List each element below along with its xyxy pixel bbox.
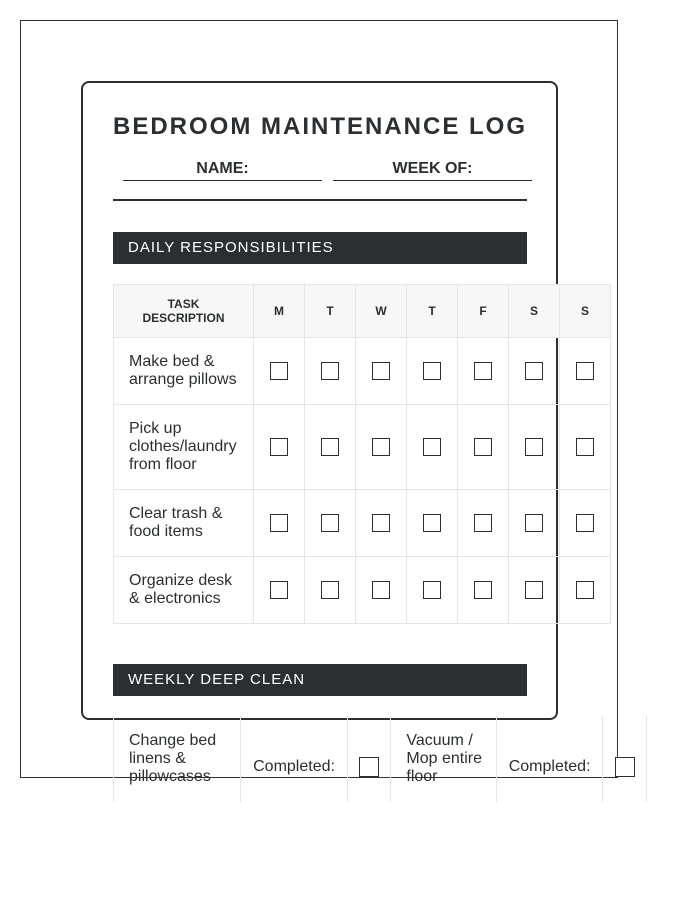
checkbox[interactable] [270,514,288,532]
table-row [114,716,647,802]
checkbox[interactable] [372,438,390,456]
checkbox[interactable] [423,514,441,532]
daily-section-header: DAILY RESPONSIBILITIES [113,232,527,264]
checkbox[interactable] [321,438,339,456]
completed-label: Completed: [241,716,347,802]
table-row [114,405,611,490]
day-header-3: W [356,285,407,338]
weekly-section-header: WEEKLY DEEP CLEAN [113,664,527,696]
checkbox[interactable] [321,581,339,599]
day-header-7: S [560,285,611,338]
task-description: Pick up clothes/laundry from floor [114,405,254,490]
checkbox[interactable] [423,362,441,380]
checkbox[interactable] [474,438,492,456]
weekly-task-description: Change bed linens & pillowcases [114,716,241,802]
checkbox[interactable] [423,581,441,599]
checkbox[interactable] [576,514,594,532]
checkbox[interactable] [474,514,492,532]
task-header-line2: DESCRIPTION [142,311,225,325]
task-description: Clear trash & food items [114,490,254,557]
checkbox[interactable] [525,438,543,456]
completed-label: Completed: [496,716,602,802]
completed-checkbox[interactable] [615,757,635,777]
weekly-tasks-area [113,716,647,802]
day-header-5: F [458,285,509,338]
day-header-4: T [407,285,458,338]
table-row [114,557,611,624]
checkbox[interactable] [372,362,390,380]
weekly-tasks-table [113,716,647,802]
checkbox[interactable] [576,362,594,380]
task-header-line1: TASK [167,297,200,311]
checkbox[interactable] [576,581,594,599]
header-divider [113,199,527,201]
task-description: Make bed & arrange pillows [114,338,254,405]
checkbox[interactable] [525,514,543,532]
checkbox[interactable] [423,438,441,456]
day-header-2: T [305,285,356,338]
checkbox[interactable] [474,581,492,599]
task-column-header [114,285,254,338]
day-header-1: M [254,285,305,338]
task-description: Organize desk & electronics [114,557,254,624]
completed-checkbox[interactable] [359,757,379,777]
checkbox[interactable] [372,514,390,532]
table-row [114,338,611,405]
checkbox[interactable] [321,362,339,380]
week-of-label: WEEK OF: [392,160,473,177]
checkbox[interactable] [474,362,492,380]
checkbox[interactable] [321,514,339,532]
daily-tasks-table [113,284,611,624]
week-of-field[interactable] [333,160,532,181]
page-title: BEDROOM MAINTENANCE LOG [113,113,527,140]
checkbox[interactable] [576,438,594,456]
checkbox[interactable] [372,581,390,599]
day-header-6: S [509,285,560,338]
checkbox[interactable] [525,581,543,599]
name-field[interactable] [123,160,322,181]
checkbox[interactable] [270,438,288,456]
checkbox[interactable] [525,362,543,380]
table-row [114,490,611,557]
weekly-task-description: Vacuum / Mop entire floor [391,716,497,802]
checkbox[interactable] [270,581,288,599]
name-label: NAME: [196,160,249,177]
checkbox[interactable] [270,362,288,380]
